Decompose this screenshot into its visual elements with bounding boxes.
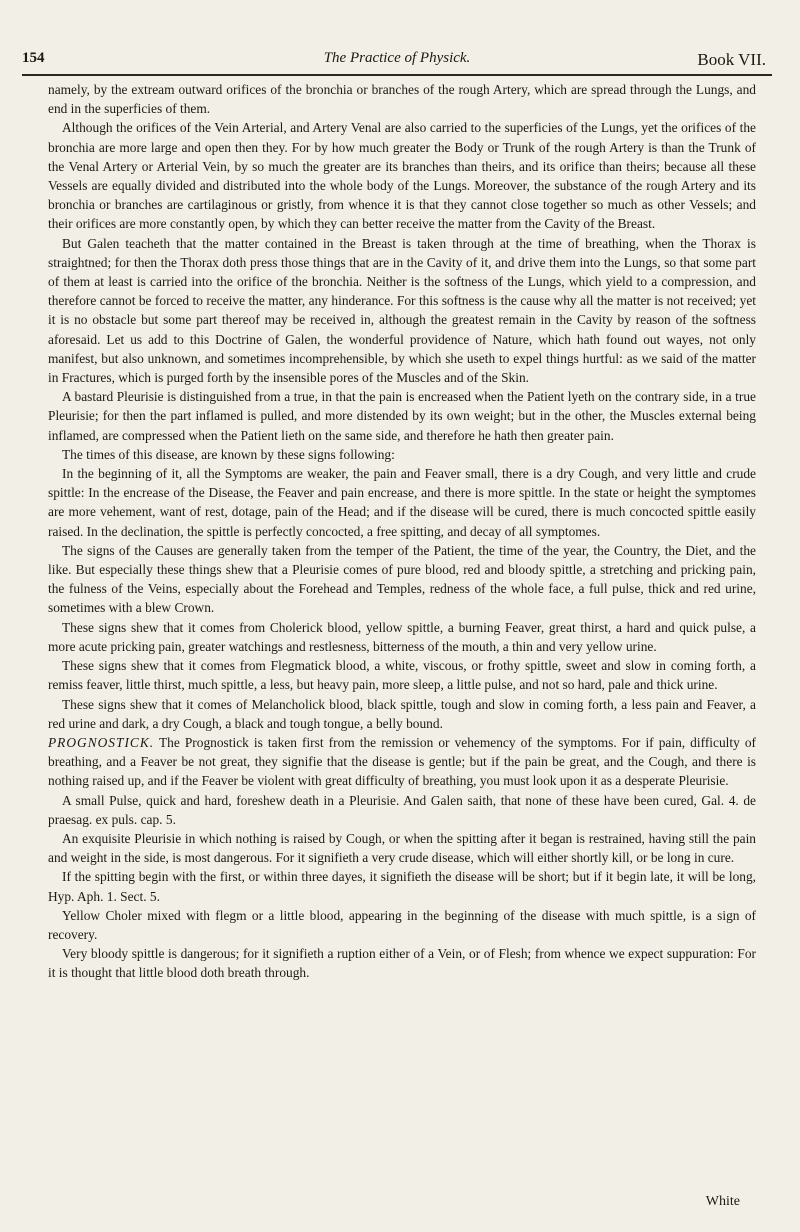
paragraph: But Galen teacheth that the matter contained in the Breast is taken through at the time of breathing, when the Thorax is straightned; for then the Thorax doth press those things that are in the Cavity of it, and drive them into the Lungs, so that some part of them at least is carried into the orifice of the bronchia. Neither is the softness of the Lungs, which yield to a compression, and therefore cannot be forced to receive the matter, any hinderance. For this softness is the cause why all the matter is not received; yet it is no obstacle but some part thereof may be received in, although the greatest remain in the Cavity by reason of the softness aforesaid. Let us add to this Doctrine of Galen, the wonderful providence of Nature, which hath found out wayes, not only manifest, but also unknown, and sometimes incomprehensible, by which she useth to expel things hurtful: as we said of the matter in Fractures, which is purged forth by the insensible pores of the Muscles and of the Skin. [48, 235, 756, 386]
prognostic-text: The Prognostick is taken first from the remission or vehemency of the symptoms. For if pain, difficulty of breathing, and a Feaver be not great, they signifie that the disease is gentle; but if the pain be great, and the Cough, and there is nothing raised up, and if the Feaver be violent with great difficulty of breathing, you must look upon it as a desperate Pleurisie. [48, 734, 757, 789]
running-title: The Practice of Physick. [323, 50, 471, 66]
prognostic-paragraph [48, 733, 756, 791]
paragraph: A small Pulse, quick and hard, foreshew death in a Pleurisie. And Galen saith, that none of these have been cured, Gal. 4. de praesag. ex puls. cap. 5. [48, 792, 756, 827]
page-header [22, 50, 772, 76]
paragraph: If the spitting begin with the first, or within three dayes, it signifieth the disease will be short; but if it begin late, it will be long, Hyp. Aph. 1. Sect. 5. [48, 869, 756, 904]
book-label: Book VII. [697, 50, 766, 69]
paragraph: Very bloody spittle is dangerous; for it signifieth a ruption either of a Vein, or of Flesh; from whence we expect suppuration: For it is thought that little blood doth breath through. [48, 946, 756, 981]
paragraph: Yellow Choler mixed with flegm or a little blood, appearing in the beginning of the disease with much spittle, is a sign of recovery. [48, 907, 756, 942]
paragraph: These signs shew that it comes of Melancholick blood, black spittle, tough and slow in coming forth, a less pain and Feaver, a red urine and dark, a dry Cough, a black and tough tongue, a belly bound. [48, 696, 756, 731]
paragraph: The signs of the Causes are generally taken from the temper of the Patient, the time of the year, the Country, the Diet, and the like. But especially these things shew that a Pleurisie comes of pure blood, red and bloody spittle, a stretching and pricking pain, the fulness of the Veins, especially about the Forehead and Temples, redness of the whole face, a full pulse, thick and red urine, sometimes with a blew Crown. [48, 542, 756, 616]
paragraph: These signs shew that it comes from Flegmatick blood, a white, viscous, or frothy spittle, sweet and slow in coming forth, a remiss feaver, little thirst, much spittle, a less, but heavy pain, more sleep, a little pulse, and not so hard, pale and thick urine. [48, 658, 756, 693]
paragraph: The times of this disease, are known by these signs following: [62, 446, 395, 462]
paragraph: namely, by the extream outward orifices of the bronchia or branches of the rough Artery, which are spread through the Lungs, and end in the superficies of them. [48, 82, 756, 117]
prognostic-heading: PROGNOSTICK. [48, 734, 155, 750]
page-number: 154 [22, 50, 45, 66]
paragraph: In the beginning of it, all the Symptoms are weaker, the pain and Feaver small, there is a dry Cough, and very little and crude spittle: In the encrease of the Disease, the Feaver and pain encrease, and there is more spittle. In the state or height the symptomes are more vehement, want of rest, dotage, pain of the Head; and if the disease will be cured, there is much concocted spittle easily raised. In the declination, the spittle is perfectly concocted, a free spitting, and decay of all symptomes. [48, 466, 756, 539]
catchword: White [705, 1194, 740, 1209]
text-body [48, 80, 756, 983]
paragraph: Although the orifices of the Vein Arterial, and Artery Venal are also carried to the superficies of the Lungs, yet the orifices of the bronchia are more large and open then they. For by how much greater the Body or Trunk of the rough Artery is than the Trunk of the Venal Artery or Arterial Vein, by so much the greater are its branches than theirs, and its orifice than theirs; because all these Vessels are equally divided and distributed into the whole body of the Lungs. Moreover, the substance of the rough Artery and its bronchia or branches are cartilaginous or gristly, from whence it is that they cannot close together so much as other Vessels; and their orifices are more constantly open, by which they can better receive the matter from the Cavity of the Breast. [48, 120, 756, 232]
paragraph: These signs shew that it comes from Cholerick blood, yellow spittle, a burning Feaver, great thirst, a hard and quick pulse, a more acute pricking pain, greater watchings and restlesness, bitterness of the mouth, a thin and very yellow urine. [48, 619, 756, 654]
paragraph: A bastard Pleurisie is distinguished from a true, in that the pain is encreased when the Patient lyeth on the contrary side, in a true Pleurisie; for then the part inflamed is pulled, and more distended by its own weight; but in the other, the Muscles external being inflamed, are compressed when the Patient lieth on the same side, and therefore he hath then greater pain. [48, 389, 756, 443]
paragraph: An exquisite Pleurisie in which nothing is raised by Cough, or when the spitting after it began is restrained, having still the pain and weight in the side, is most dangerous. For it signifieth a very crude disease, which will either shortly kill, or be long in cure. [48, 830, 756, 866]
